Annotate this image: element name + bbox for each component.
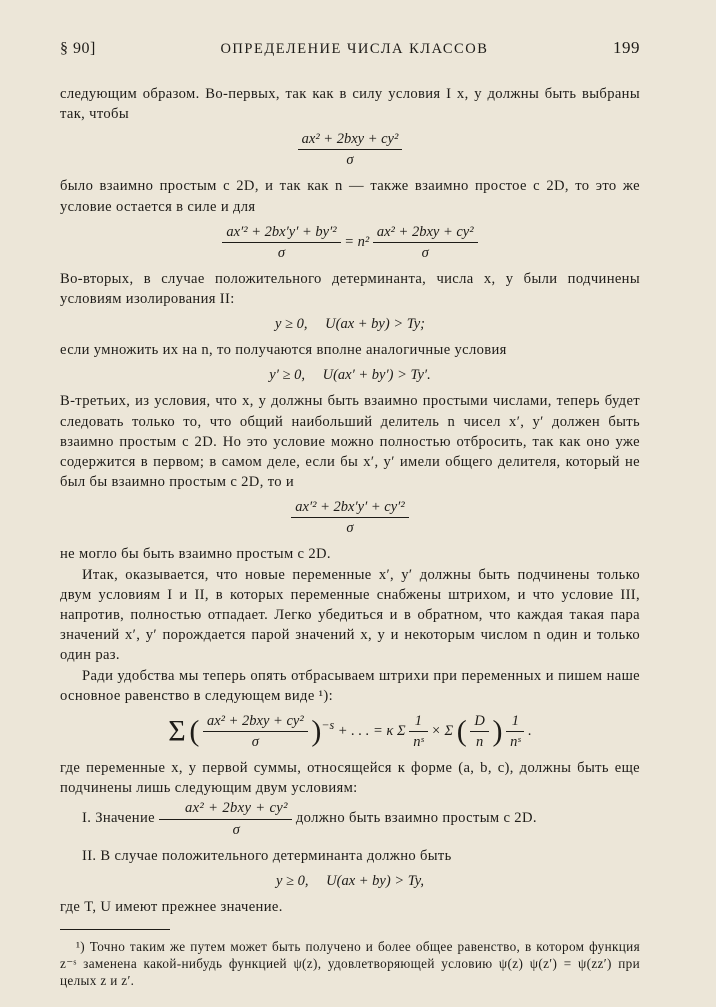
formula-part: U(ax + by) > Ty, bbox=[326, 873, 424, 890]
paragraph: Итак, оказывается, что новые переменные x′, y′ должны быть подчинены только двум условиям I и II, в которых переменные снабжены штрихом, и что условие III, напротив, полностью отпадает. Легко убедиться и в обратном, что каждая такая пара значений x′, y′ порождается парой значений x, y и некоторым числом n один и только один раз. bbox=[60, 566, 640, 664]
paragraph: Ради удобства мы теперь опять отбрасываем штрихи при переменных и пишем наше основное равенство в следующем виде ¹): bbox=[60, 667, 640, 704]
denominator: nˢ bbox=[413, 734, 424, 751]
denominator: σ bbox=[251, 734, 259, 751]
fraction bbox=[203, 711, 308, 752]
formula-part: y ≥ 0, bbox=[275, 316, 308, 333]
fraction bbox=[470, 711, 488, 752]
left-paren: ( bbox=[189, 714, 200, 748]
equals-sign: = n² bbox=[344, 233, 370, 250]
numerator: ax² + 2bxy + cy² bbox=[203, 711, 308, 732]
formula bbox=[60, 129, 640, 170]
denominator: σ bbox=[421, 244, 429, 261]
main-equation bbox=[60, 711, 640, 752]
section-number: § 90] bbox=[60, 40, 96, 57]
exponent: −s bbox=[321, 718, 335, 733]
numerator: 1 bbox=[506, 711, 524, 732]
formula-part: U(ax + by) > Ty; bbox=[325, 316, 425, 333]
fraction bbox=[291, 497, 408, 538]
formula bbox=[60, 365, 640, 385]
fraction bbox=[159, 798, 292, 839]
formula bbox=[60, 222, 640, 263]
paragraph: Во-вторых, в случае положительного детерминанта, числа x, y были подчинены условиям изолирования II: bbox=[60, 270, 640, 308]
paragraph: где T, U имеют прежнее значение. bbox=[60, 899, 283, 916]
paragraph: было взаимно простым с 2D, и так как n — также взаимно простое с 2D, то это же условие остается в силе и для bbox=[60, 178, 640, 215]
formula-part: U(ax′ + by′) > Ty′. bbox=[322, 367, 431, 384]
paragraph: следующим образом. Во-первых, так как в силу условия I x, y должны быть выбраны так, чтобы bbox=[60, 86, 640, 123]
condition-1 bbox=[60, 798, 640, 839]
formula bbox=[60, 871, 640, 891]
numerator: ax² + 2bxy + cy² bbox=[159, 798, 292, 819]
right-paren: ) bbox=[492, 714, 503, 748]
numerator: ax² + 2bxy + cy² bbox=[373, 222, 478, 243]
denominator: σ bbox=[346, 520, 354, 537]
paragraph: где переменные x, y первой суммы, относящейся к форме (a, b, c), должны быть еще подчинены лишь следующим двум условиям: bbox=[60, 760, 640, 797]
condition-text: I. Значение bbox=[82, 810, 155, 827]
denominator: σ bbox=[346, 152, 354, 169]
numerator: ax² + 2bxy + cy² bbox=[298, 129, 403, 150]
fraction bbox=[222, 222, 340, 263]
paragraph: если умножить их на n, то получаются вполне аналогичные условия bbox=[60, 342, 507, 359]
denominator: σ bbox=[232, 821, 241, 838]
page-number: 199 bbox=[613, 38, 640, 57]
numerator: ax′² + 2bx′y′ + by′² bbox=[222, 222, 340, 243]
footnote bbox=[60, 938, 640, 989]
paragraph: не могло бы быть взаимно простым с 2D. bbox=[60, 546, 331, 563]
footnote-text: ¹) Точно таким же путем может быть получено и более общее равенство, в котором функция z⁻ˢ заменена какой-нибудь функцией ψ(z), удовлетворяющей условию ψ(z) ψ(z′) = ψ(zz′) при целых z и z′. bbox=[60, 939, 640, 989]
page-header bbox=[60, 38, 640, 58]
formula-part: + . . . = κ Σ bbox=[337, 722, 406, 739]
fraction bbox=[409, 711, 427, 752]
fraction bbox=[506, 711, 524, 752]
denominator: σ bbox=[277, 244, 286, 261]
footnote-divider bbox=[60, 929, 170, 930]
paragraph: В-третьих, из условия, что x, y должны быть взаимно простыми числами, теперь будет следовать только то, что общий наибольший делитель n чисел x′, y′ должен быть взаимно простым с 2D. Но это условие можно полностью отбросить, так как оно уже содержится в первом; в самом деле, если бы x′, y′ имели общего делителя, который не был бы взаимно простым с 2D, то и bbox=[60, 393, 640, 491]
numerator: ax′² + 2bx′y′ + cy′² bbox=[291, 497, 408, 518]
fraction bbox=[373, 222, 478, 263]
formula bbox=[60, 314, 640, 334]
formula-part: y′ ≥ 0, bbox=[269, 367, 305, 384]
running-title: ОПРЕДЕЛЕНИЕ ЧИСЛА КЛАССОВ bbox=[220, 41, 489, 57]
numerator: D bbox=[470, 711, 488, 732]
fraction bbox=[298, 129, 403, 170]
numerator: 1 bbox=[409, 711, 427, 732]
condition-text: должно быть взаимно простым с 2D. bbox=[295, 810, 537, 827]
right-paren: ) bbox=[311, 714, 322, 748]
condition-2: II. В случае положительного детерминанта должно быть bbox=[82, 847, 452, 864]
sigma-symbol: Σ bbox=[168, 714, 186, 748]
formula-part: × Σ bbox=[431, 722, 454, 739]
denominator: n bbox=[476, 734, 484, 751]
formula-part: . bbox=[528, 722, 532, 739]
formula-part: y ≥ 0, bbox=[276, 873, 309, 890]
left-paren: ( bbox=[456, 714, 467, 748]
denominator: nˢ bbox=[510, 734, 521, 751]
formula bbox=[60, 497, 640, 538]
